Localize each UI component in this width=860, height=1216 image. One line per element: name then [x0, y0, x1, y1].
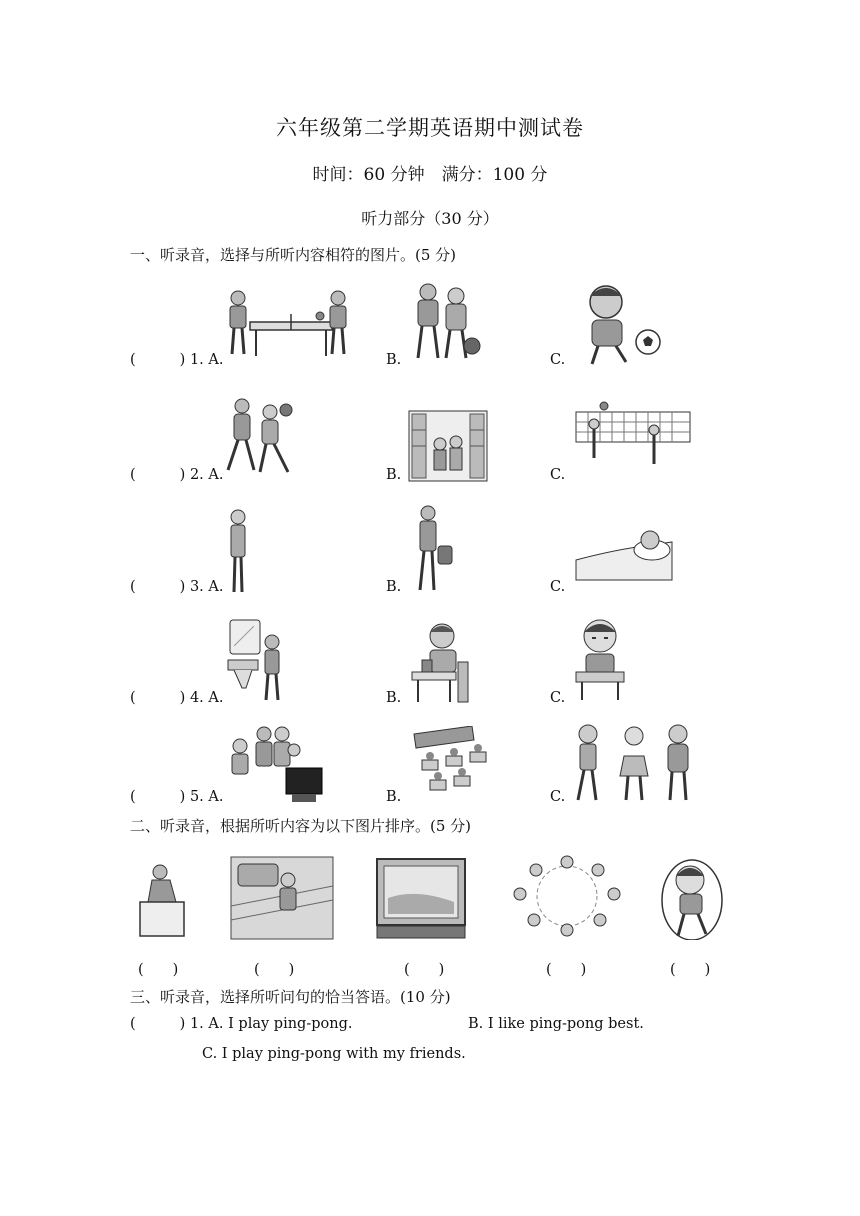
section3-heading: 三、听录音，选择所听问句的恰当答语。(10 分) [130, 988, 451, 1006]
boy-with-bag-picture [408, 504, 456, 594]
sick-in-bed-picture [574, 520, 674, 582]
girl-lifting-box-picture [130, 862, 198, 940]
football-picture [574, 282, 666, 368]
section3-q1-option-c: C. I play ping-pong with my friends. [202, 1046, 466, 1062]
order-blank-3[interactable]: ( ) [404, 962, 445, 978]
girl-in-living-room-picture [230, 856, 334, 940]
page-title: 六年级第二学期英语期中测试卷 [276, 116, 584, 140]
family-watching-tv-picture [224, 722, 328, 804]
classroom-picture [412, 726, 494, 804]
boy-at-desk-picture [408, 622, 472, 704]
order-blank-2[interactable]: ( ) [254, 962, 295, 978]
section3-q1-number: 1. [189, 1016, 204, 1032]
exam-info: 时间：60 分钟 满分：100 分 [312, 165, 548, 185]
part-heading: 听力部分（30 分） [361, 209, 499, 228]
question-1-option-b-label: B. [386, 352, 402, 368]
volleyball-picture [574, 398, 692, 482]
question-3-option-b-label: B. [386, 579, 402, 595]
question-5-option-c-label: C. [550, 789, 566, 805]
question-3-option-c-label: C. [550, 579, 566, 595]
washing-face-picture [226, 616, 286, 704]
question-4-option-b-label: B. [386, 690, 402, 706]
section1-heading: 一、听录音，选择与所听内容相符的图片。(5 分) [130, 246, 457, 264]
tv-picture [376, 858, 466, 940]
order-blank-5[interactable]: ( ) [670, 962, 711, 978]
question-row-1: ( ) 1. A. [130, 352, 224, 368]
question-row-5: ( ) 5. A. [130, 789, 224, 805]
question-2-option-b-label: B. [386, 467, 402, 483]
standing-man-picture [224, 508, 252, 594]
section3-q1-option-a: A. I play ping-pong. [208, 1016, 353, 1032]
section3-question-1: ( ) 1. A. I play ping-pong. [130, 1016, 353, 1032]
question-2-option-c-label: C. [550, 467, 566, 483]
question-1-option-c-label: C. [550, 352, 566, 368]
question-4-option-a-label: 4. A. [189, 690, 224, 706]
question-5-option-a-label: 5. A. [189, 789, 224, 805]
question-row-4: ( ) 4. A. [130, 690, 224, 706]
question-3-option-a-label: 3. A. [189, 579, 224, 595]
question-2-option-a-label: 2. A. [189, 467, 224, 483]
question-4-option-c-label: C. [550, 690, 566, 706]
order-blank-4[interactable]: ( ) [546, 962, 587, 978]
boy-jumping-rope-picture [660, 856, 724, 940]
order-blank-1[interactable]: ( ) [138, 962, 179, 978]
section2-heading: 二、听录音，根据所听内容为以下图片排序。(5 分) [130, 817, 472, 835]
question-5-option-b-label: B. [386, 789, 402, 805]
question-row-3: ( ) 3. A. [130, 579, 224, 595]
question-row-2: ( ) 2. A. [130, 467, 224, 483]
kids-playing-picture [222, 396, 298, 478]
three-kids-picture [570, 722, 700, 802]
basketball-picture [406, 280, 490, 364]
section3-q1-option-b: B. I like ping-pong best. [468, 1016, 644, 1032]
ping-pong-picture [220, 284, 360, 364]
library-picture [408, 410, 488, 482]
crying-boy-picture [574, 616, 626, 702]
question-1-option-a-label: 1. A. [189, 352, 224, 368]
kids-in-circle-picture [504, 854, 630, 938]
